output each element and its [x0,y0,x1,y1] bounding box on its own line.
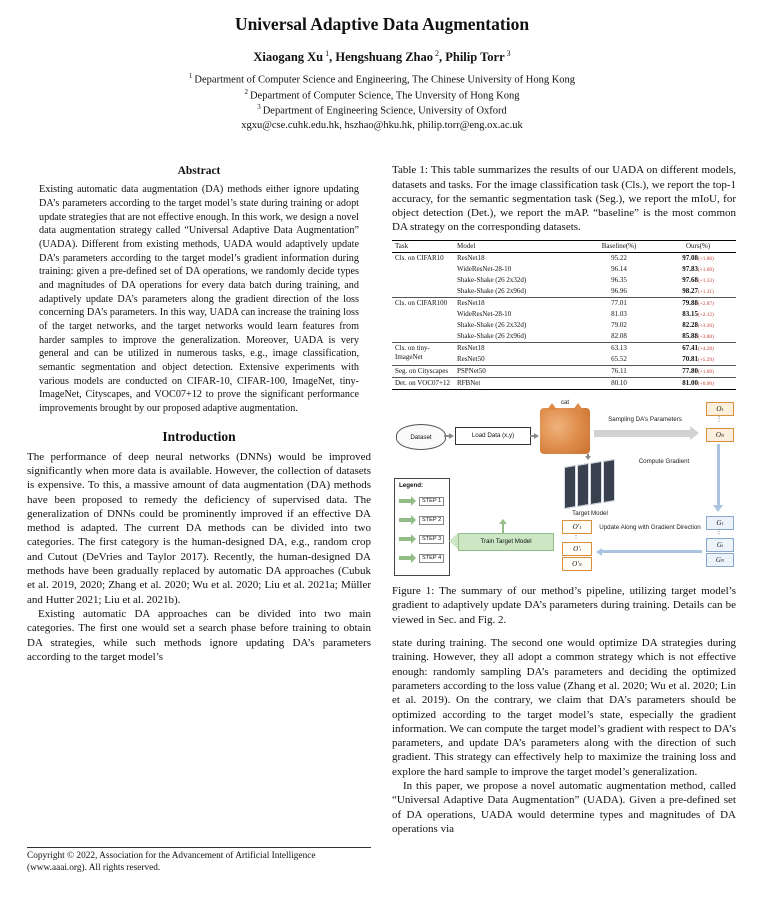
step-arrow-icon [399,518,411,522]
cell-baseline: 96.96 [611,287,627,296]
table-row [392,366,736,378]
step-label: STEP 1 [419,497,444,506]
flow-arrow-head-icon [534,433,539,439]
dataset-cylinder [396,424,446,450]
legend-box [394,478,450,576]
body-paragraph-1: state during training. The second one would optimize DA strategies during training. However, they all adopt a common strategy which is not effective enough: randomly sampling DA’s parameters and deciding the optimized parameters according to the loss value (Zhang et al. 2020; Wu et al. 2020; Lin et al. 2019). On the contrary, we claim that DA’s parameters should be optimized according to the target model’s state, especially the gradient information. We can compute the target model’s gradient with respect to DA’s parameters, and update DA’s parameters along with the direction of such gradient. This strategy can effectively help to maximize the training loss and explore the hard sample to improve the target model’s generalization. [392,637,736,778]
target-model-stack [564,460,618,508]
ours-value: 82.28 [682,321,699,330]
box-subscript: N [578,561,582,567]
ours-delta: (+2.12) [698,312,714,319]
cell-ours [660,378,736,390]
ours-delta: (+3.80) [698,334,714,341]
cell-ours [660,366,736,378]
box-subscript: 1 [721,406,724,412]
cell-task: Seg. on Cityscapes [392,366,454,378]
author-3 [445,50,510,64]
table-row [392,343,736,355]
step-label: STEP 2 [419,516,444,525]
train-target-model-box: Train Target Model [458,533,554,551]
cell-baseline: 77.01 [578,297,660,309]
left-column [27,149,371,875]
box-label: G [716,519,722,528]
col-header-task: Task [392,240,454,252]
author-separator: , [439,50,443,65]
ours-value: 77.80 [682,367,699,376]
ours-value: 70.81 [682,355,699,364]
step-arrow-icon [399,499,411,503]
abstract-heading: Abstract [177,165,221,178]
cell-baseline: 82.08 [611,332,627,341]
ours-delta: (+1.33) [698,278,714,285]
affil-text: Department of Engineering Science, University of Oxford [262,105,507,117]
sampling-arrow [594,430,690,437]
ours-delta: (+1.69) [698,369,714,376]
train-arrow-head-icon [449,533,458,549]
cell-baseline: 96.14 [611,265,627,274]
paper-title: Universal Adaptive Data Augmentation [234,14,530,34]
ours-value: 98.27 [682,287,699,296]
ellipsis-dots: ⋮ [715,416,723,424]
cell-baseline: 81.03 [611,310,627,319]
cell-ours [660,354,736,366]
box-subscript: i [721,542,724,548]
dataset-label: Dataset [410,433,432,441]
ours-delta: (+4.28) [698,346,714,353]
step-label: STEP 4 [419,554,444,563]
table-row [392,378,736,390]
two-column-body [0,149,764,875]
cell-model: RFBNet [454,378,578,390]
cell-task: Det. on VOC07+12 [392,378,454,390]
ours-delta: (+1.86) [698,256,714,263]
cell-ours [660,309,736,320]
box-label: O [715,431,721,440]
author-name: Hengshuang Zhao [335,50,433,65]
affil-text: Department of Computer Science and Engineering, The Chinese University of Hong Kong [194,74,576,86]
table-header-row [392,240,736,252]
cell-ours [660,264,736,275]
step-arrow-icon [399,556,411,560]
email-line: xgxu@cse.cuhk.edu.hk, hszhao@hku.hk, philip.torr@eng.ox.ac.uk [241,120,523,132]
update-arrow-head-icon [596,548,602,556]
ours-value: 81.00 [682,379,699,388]
box-label: O' [573,545,580,554]
author-affil-mark: 2 [435,49,439,58]
affiliation-line-3 [0,103,764,118]
cell-baseline: 80.10 [578,378,660,390]
cell-task: Cls. on tiny-ImageNet [392,343,454,366]
intro-paragraph-1: The performance of deep neural networks (DNNs) would be improved significantly when more data is available. However, the collection of datasets is expensive. To this, a massive amount of data augmentation (DA) methods have been proposed to remedy the deficiency of supervised data. The generalization of DNNs could be prominently improved if an effective DA method is adapted. The current DA methods can be divided into two categories. The first category is the human-designed DA, e.g., random crop and Cutout (DeVries and Taylor 2017). Recently, the human-designed DA methods have been gradually replaced by automatic DA approaches (Cubuk et al. 2019, 2020; Zhang et al. 2020; Wu et al. 2020; Liu et al. 2021a; Müller and Hutter 2021; Liu et al. 2021b). [27,450,371,606]
ours-delta: (+3.26) [698,323,714,330]
right-column [392,149,736,875]
cell-model: Shake-Shake (26 2x96d) [457,332,527,341]
cell-model: PSPNet50 [454,366,578,378]
introduction-heading: Introduction [162,428,236,444]
legend-row [399,532,444,546]
affil-mark: 3 [257,102,261,111]
abstract-text: Existing automatic data augmentation (DA) methods either ignore updating DA’s parameters according to the target model’s state during training or adopt update strategies that are not effective enough. In this work, we design a novel data augmentation strategy called “Universal Adaptive Data Augmentation” (UADA). Different from existing methods, UADA would adaptively update DA’s parameters according to the target model’s gradient information during training: given a pre-defined set of DA operations, we randomly decide types and magnitudes of DA operations for every data batch during training, and adaptively update DA’s parameters along the gradient direction of the loss concerning DA’s parameters. In this way, UADA can increase the training loss of the target networks, and the target networks would learn features from harder samples to improve the generalization. Moreover, UADA is very general and can be utilized in numerous tasks, e.g., image classification, semantic segmentation and object detection. Extensive experiments with various models are conducted on CIFAR-10, CIFAR-100, ImageNet, tiny-ImageNet, Cityscapes, and VOC07+12 to prove the significant performance improvements brought by our proposed adaptive augmentation. [39,184,359,414]
affiliation-line-2 [0,88,764,103]
legend-row [399,494,444,508]
box-label: G [716,541,722,550]
cell-model: ResNet18 [457,254,485,263]
results-table [392,240,736,390]
gradient-box-n [706,553,734,567]
table1-caption: Table 1: This table summarizes the results of our UADA on different models, datasets and tasks. For the image classification task (Cls.), we report the top-1 accuracy, for the semantic segmentation task (Seg.), we report the mIoU, for object detection (Det.), we report the mAP. “baseline” is the most common DA strategy on the corresponding datasets. [392,164,736,234]
ours-delta: (+1.69) [698,267,714,274]
compute-gradient-label: Compute Gradient [638,458,690,466]
cell-model: Shake-Shake (26 2x32d) [457,321,527,330]
train-flow-head-icon [499,519,507,524]
affiliations [0,72,764,118]
ours-value: 83.15 [682,310,699,319]
box-label: O' [572,523,580,532]
body-paragraph-2: In this paper, we propose a novel automatic augmentation method, called “Universal Adaptive Data Augmentation” (UADA). Given a pre-defined set of DA operations, UADA would determine types and magnitudes of DA operations via [392,779,736,835]
gradient-box-i [706,538,734,552]
legend-row [399,551,444,565]
cell-model: ResNet18 [454,297,578,309]
ellipsis-dots: ⋮ [572,533,580,541]
target-model-label: Target Model [572,510,608,518]
ours-delta: (+5.29) [698,357,714,364]
cell-ours [660,252,736,264]
cell-task: Cls. on CIFAR100 [392,297,454,342]
ours-value: 79.88 [682,299,699,308]
ours-value: 97.08 [682,254,699,263]
sampling-label: Sampling DA’s Parameters [608,416,682,424]
author-2 [335,50,442,64]
train-flow-line [502,524,504,533]
cell-baseline: 63.13 [578,343,660,355]
table-row [392,252,736,264]
updated-op-box-n [562,557,592,571]
author-line [0,49,764,65]
ours-delta: (+0.90) [698,381,714,388]
cell-model: Shake-Shake (26 2x32d) [457,276,527,285]
cell-baseline: 96.35 [611,276,627,285]
cell-ours [660,286,736,298]
cell-ours [660,320,736,331]
step-label: STEP 3 [419,535,444,544]
updated-op-box-i [562,542,592,556]
author-1 [253,50,332,64]
copyright-notice: Copyright © 2022, Association for the Advancement of Artificial Intelligence (www.aaai.org). All rights reserved. [27,847,371,875]
cell-baseline: 76.11 [578,366,660,378]
col-header-baseline: Baseline(%) [578,240,660,252]
cell-baseline: 79.02 [611,321,627,330]
col-header-ours: Ours(%) [660,240,736,252]
ours-value: 67.41 [682,344,699,353]
author-name: Xiaogang Xu [253,50,324,65]
cell-model: Shake-Shake (26 2x96d) [457,287,527,296]
table-row [392,297,736,309]
cell-ours [660,331,736,343]
box-subscript: i [579,546,581,552]
da-op-box-1 [706,402,734,416]
update-label: Update Along with Gradient Direction [599,524,701,532]
cell-baseline: 65.52 [611,355,627,364]
figure1-diagram [392,400,736,578]
box-label: O' [572,560,579,569]
cat-image [540,408,590,454]
ours-delta: (+2.87) [698,301,714,308]
sampling-arrow-head-icon [690,426,699,440]
ellipsis-dots: ⋮ [715,529,723,537]
affil-mark: 1 [188,72,193,81]
ours-value: 97.83 [682,265,699,274]
legend-title: Legend: [399,482,424,490]
col-header-model: Model [454,240,578,252]
gradient-arrow-head-icon [713,505,723,512]
legend-row [399,513,444,527]
cell-ours [660,275,736,286]
figure1-caption: Figure 1: The summary of our method’s pipeline, utilizing target model’s gradient to adaptively update DA’s parameters during training. Details can be viewed in Sec. and Fig. 2. [392,585,736,626]
cell-task: Cls. on CIFAR10 [395,254,444,263]
cell-model: ResNet50 [457,355,485,364]
box-subscript: 1 [579,524,582,530]
cell-model: ResNet18 [454,343,578,355]
update-arrow-line [602,550,702,553]
box-subscript: N [720,432,725,438]
box-subscript: N [720,557,725,563]
cell-baseline: 95.22 [611,254,627,263]
cat-label: cat [560,400,569,407]
ours-value: 85.88 [682,332,699,341]
author-separator: , [329,50,333,65]
affiliation-line-1 [0,72,764,87]
author-affil-mark: 3 [506,49,511,58]
author-affil-mark: 1 [325,49,330,58]
box-label: G [715,556,721,565]
box-subscript: 1 [721,520,724,526]
affil-mark: 2 [244,87,248,96]
cell-ours [660,343,736,355]
flow-arrow-head-icon [449,433,454,439]
intro-paragraph-2: Existing automatic DA approaches can be divided into two main categories. The first one would set a search phase before training to obtain DA strategies, while such methods ignore updating DA’s parameters according to the target model’s [27,607,371,663]
da-op-box-n [706,428,734,442]
gradient-arrow-line [717,444,720,506]
ours-value: 97.68 [682,276,699,285]
cell-model: WideResNet-28-10 [457,265,512,274]
cell-ours [660,297,736,309]
ours-delta: (+1.31) [698,289,714,296]
cell-model: WideResNet-28-10 [457,310,512,319]
author-name: Philip Torr [445,50,505,65]
affil-text: Department of Computer Science, The Unversity of Hong Kong [249,90,520,102]
box-label: O [716,405,722,414]
step-arrow-icon [399,537,411,541]
paper-header [0,0,764,131]
load-data-box: Load Data (x,y) [455,427,531,445]
